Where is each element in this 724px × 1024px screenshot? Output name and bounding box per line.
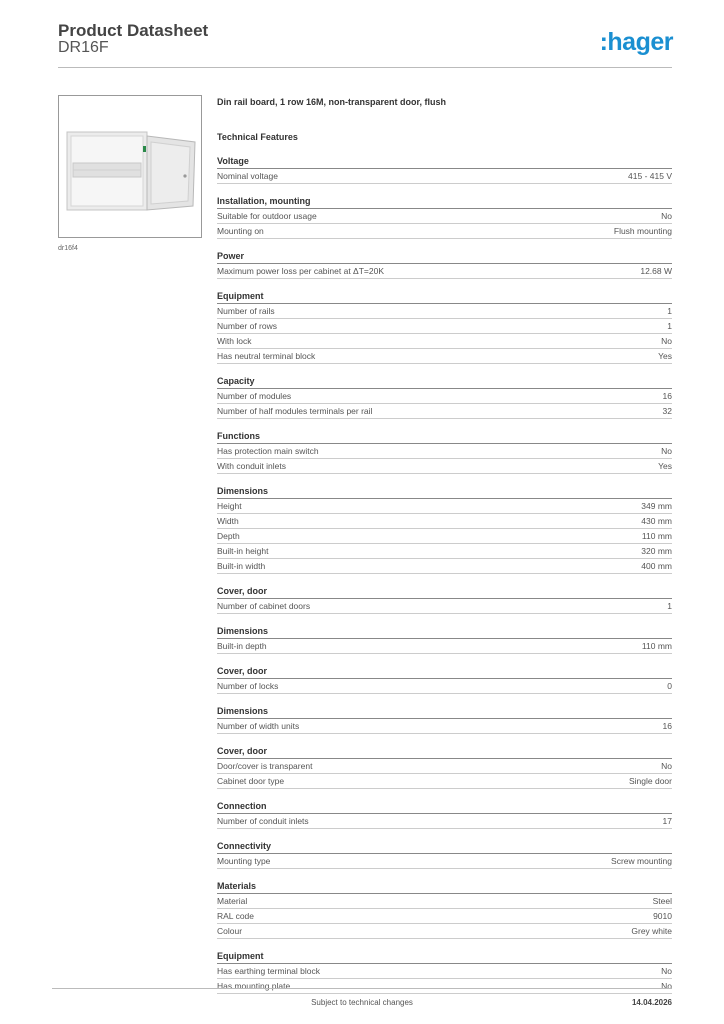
feature-row — [217, 759, 672, 774]
feature-label: Has mounting plate — [217, 981, 291, 991]
feature-row — [217, 679, 672, 694]
feature-value: Steel — [652, 896, 672, 906]
feature-label: Material — [217, 896, 248, 906]
group-title: Dimensions — [217, 624, 672, 639]
feature-row — [217, 894, 672, 909]
feature-value: 349 mm — [641, 501, 672, 511]
feature-value: Screw mounting — [611, 856, 672, 866]
feature-value: Single door — [628, 776, 672, 786]
group-title: Power — [217, 249, 672, 264]
group-title: Functions — [217, 429, 672, 444]
feature-value: Yes — [658, 461, 672, 471]
section-title: Technical Features — [217, 132, 298, 142]
feature-group — [217, 624, 672, 654]
group-title: Voltage — [217, 154, 672, 169]
feature-label: Has neutral terminal block — [217, 351, 316, 361]
feature-value: 0 — [667, 681, 672, 691]
group-title: Cover, door — [217, 584, 672, 599]
feature-row — [217, 719, 672, 734]
feature-row — [217, 559, 672, 574]
feature-row — [217, 304, 672, 319]
group-title: Dimensions — [217, 704, 672, 719]
group-title: Cover, door — [217, 744, 672, 759]
feature-value: 17 — [662, 816, 672, 826]
feature-value: 32 — [662, 406, 672, 416]
feature-value: 12.68 W — [640, 266, 672, 276]
feature-value: 16 — [662, 721, 672, 731]
feature-value: No — [661, 966, 672, 976]
feature-value: Flush mounting — [613, 226, 672, 236]
feature-label: With conduit inlets — [217, 461, 286, 471]
group-title: Capacity — [217, 374, 672, 389]
feature-label: Height — [217, 501, 242, 511]
feature-row — [217, 639, 672, 654]
feature-row — [217, 499, 672, 514]
feature-label: Number of rails — [217, 306, 275, 316]
feature-row — [217, 979, 672, 994]
hager-logo: :hager — [599, 28, 673, 56]
feature-row — [217, 264, 672, 279]
feature-value: No — [661, 211, 672, 221]
feature-value: No — [661, 761, 672, 771]
feature-label: Colour — [217, 926, 243, 936]
feature-value: 16 — [662, 391, 672, 401]
feature-group — [217, 879, 672, 939]
feature-row — [217, 599, 672, 614]
feature-row — [217, 774, 672, 789]
feature-groups — [217, 154, 672, 994]
feature-label: Width — [217, 516, 239, 526]
feature-value: 430 mm — [641, 516, 672, 526]
feature-value: 1 — [667, 306, 672, 316]
feature-row — [217, 349, 672, 364]
feature-label: Number of locks — [217, 681, 279, 691]
feature-label: Number of cabinet doors — [217, 601, 311, 611]
footer-divider — [52, 988, 672, 989]
feature-group — [217, 799, 672, 829]
feature-group — [217, 154, 672, 184]
feature-row — [217, 924, 672, 939]
product-image — [58, 95, 202, 238]
feature-group — [217, 289, 672, 364]
feature-row — [217, 224, 672, 239]
group-title: Equipment — [217, 949, 672, 964]
feature-label: Mounting on — [217, 226, 264, 236]
footer-note: Subject to technical changes — [311, 998, 413, 1007]
feature-row — [217, 169, 672, 184]
feature-row — [217, 459, 672, 474]
feature-row — [217, 964, 672, 979]
feature-value: 1 — [667, 321, 672, 331]
feature-row — [217, 404, 672, 419]
feature-group — [217, 704, 672, 734]
group-title: Connectivity — [217, 839, 672, 854]
feature-value: No — [661, 446, 672, 456]
feature-row — [217, 514, 672, 529]
feature-value: 400 mm — [641, 561, 672, 571]
feature-row — [217, 389, 672, 404]
feature-row — [217, 529, 672, 544]
feature-group — [217, 429, 672, 474]
feature-label: Door/cover is transparent — [217, 761, 313, 771]
feature-row — [217, 334, 672, 349]
feature-label: Suitable for outdoor usage — [217, 211, 317, 221]
feature-label: Number of half modules terminals per rail — [217, 406, 373, 416]
feature-group — [217, 664, 672, 694]
feature-label: Has earthing terminal block — [217, 966, 320, 976]
feature-row — [217, 814, 672, 829]
feature-label: Nominal voltage — [217, 171, 278, 181]
main-content — [217, 95, 672, 994]
feature-value: 110 mm — [641, 531, 672, 541]
feature-row — [217, 544, 672, 559]
feature-label: With lock — [217, 336, 252, 346]
feature-value: 9010 — [653, 911, 672, 921]
feature-group — [217, 249, 672, 279]
feature-group — [217, 374, 672, 419]
feature-label: Number of width units — [217, 721, 300, 731]
feature-value: Yes — [658, 351, 672, 361]
feature-label: Mounting type — [217, 856, 271, 866]
feature-value: 1 — [667, 601, 672, 611]
feature-label: Built-in width — [217, 561, 266, 571]
group-title: Connection — [217, 799, 672, 814]
feature-row — [217, 854, 672, 869]
header-divider — [58, 67, 672, 68]
logo-text: hager — [607, 28, 673, 56]
page-title: Product Datasheet — [58, 21, 209, 40]
feature-group — [217, 484, 672, 574]
product-code: DR16F — [58, 39, 109, 56]
feature-label: Maximum power loss per cabinet at ΔT=20K — [217, 266, 385, 276]
feature-label: Built-in height — [217, 546, 269, 556]
group-title: Cover, door — [217, 664, 672, 679]
image-caption: dr16f4 — [58, 245, 78, 252]
feature-label: Number of conduit inlets — [217, 816, 309, 826]
group-title: Materials — [217, 879, 672, 894]
feature-group — [217, 584, 672, 614]
feature-label: Cabinet door type — [217, 776, 285, 786]
feature-label: Built-in depth — [217, 641, 267, 651]
group-title: Dimensions — [217, 484, 672, 499]
group-title: Installation, mounting — [217, 194, 672, 209]
feature-group — [217, 194, 672, 239]
feature-value: 415 - 415 V — [628, 171, 672, 181]
feature-value: 110 mm — [641, 641, 672, 651]
product-description: Din rail board, 1 row 16M, non-transparent door, flush — [217, 97, 447, 107]
feature-value: No — [661, 981, 672, 991]
group-title: Equipment — [217, 289, 672, 304]
feature-group — [217, 744, 672, 789]
feature-group — [217, 839, 672, 869]
footer-date: 14.04.2026 — [631, 998, 672, 1007]
feature-label: RAL code — [217, 911, 255, 921]
feature-label: Depth — [217, 531, 240, 541]
feature-row — [217, 909, 672, 924]
feature-row — [217, 444, 672, 459]
feature-label: Number of modules — [217, 391, 292, 401]
feature-value: No — [661, 336, 672, 346]
feature-value: Grey white — [631, 926, 672, 936]
feature-value: 320 mm — [641, 546, 672, 556]
distribution-board-illustration — [59, 96, 203, 239]
feature-row — [217, 209, 672, 224]
feature-label: Has protection main switch — [217, 446, 319, 456]
feature-label: Number of rows — [217, 321, 277, 331]
feature-row — [217, 319, 672, 334]
